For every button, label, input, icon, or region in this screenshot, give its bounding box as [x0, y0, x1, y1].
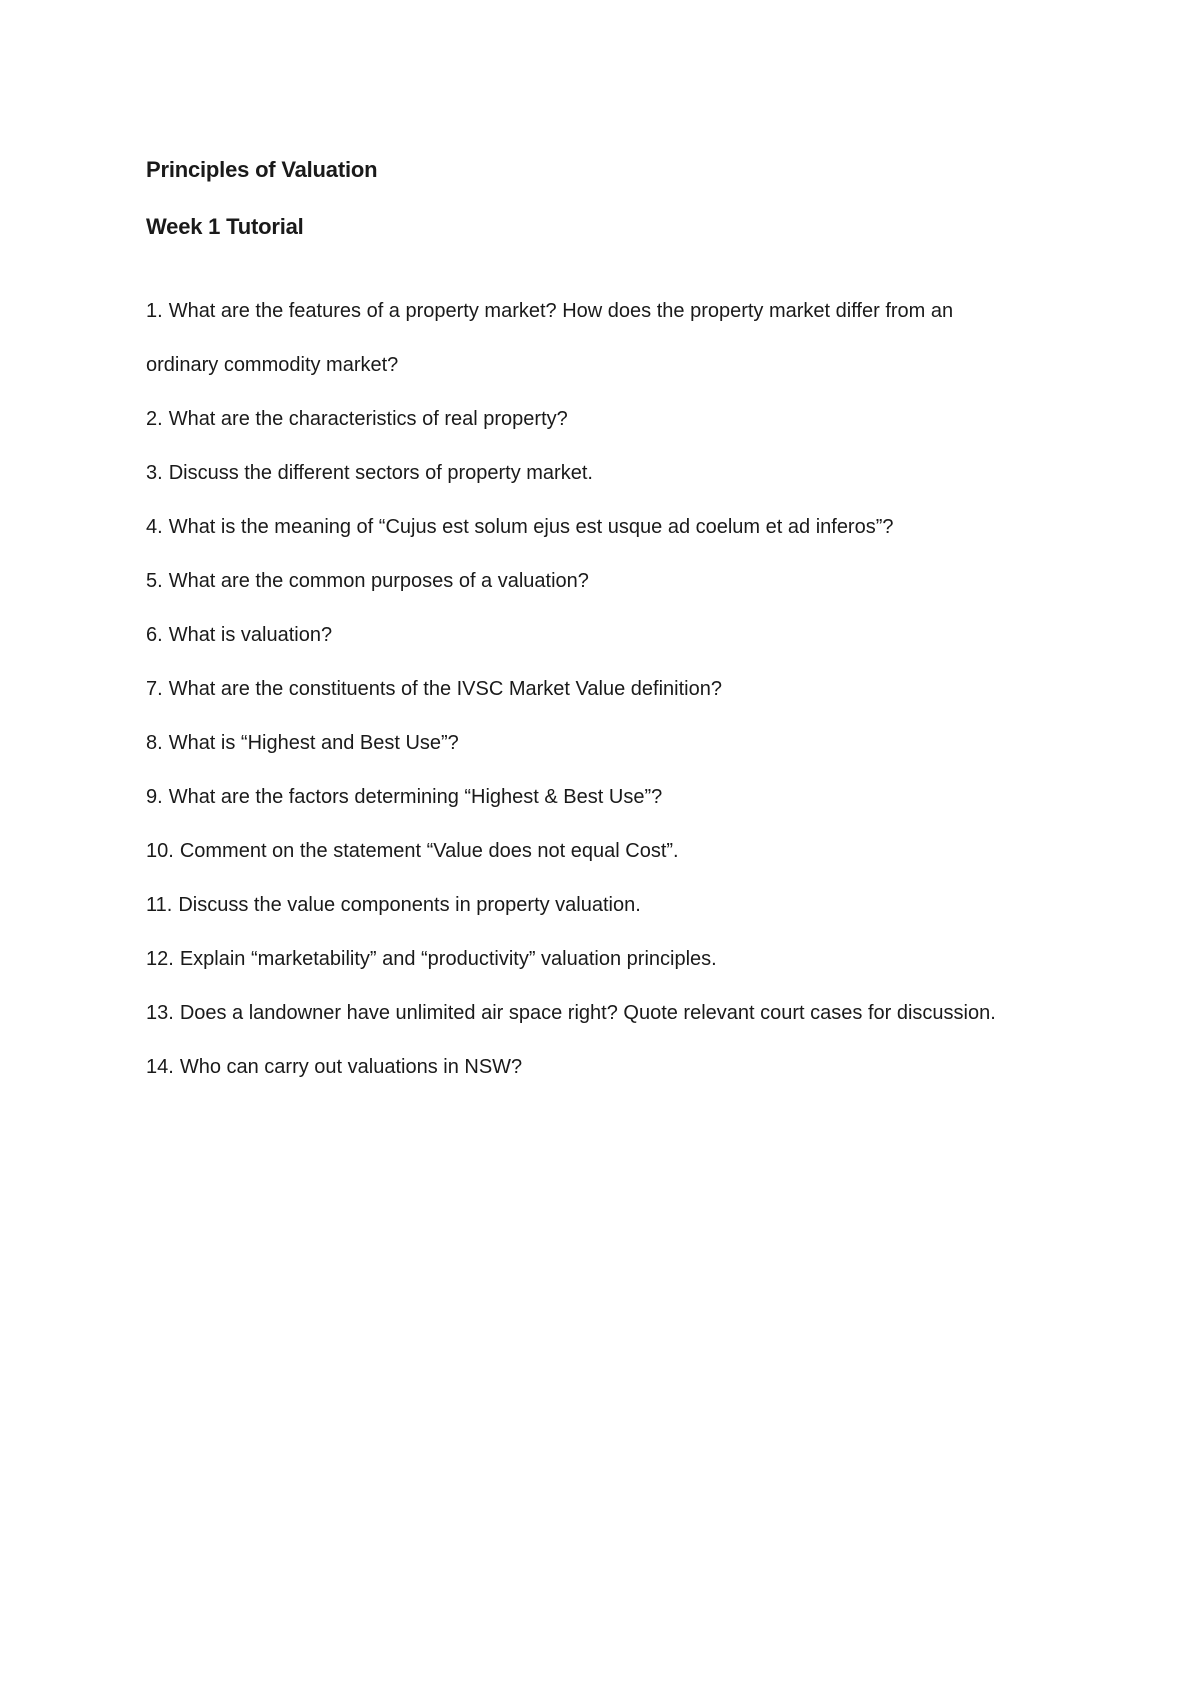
question-item: [146, 662, 996, 716]
question-item: [146, 554, 996, 608]
question-text: What is the meaning of “Cujus est solum ejus est usque ad coelum et ad inferos”?: [168, 516, 894, 538]
question-number: 7.: [146, 678, 163, 700]
question-item: [146, 716, 996, 770]
question-item: [146, 608, 996, 662]
question-item: [146, 500, 996, 554]
question-item: [146, 878, 996, 932]
question-text: What are the features of a property market? How does the property market differ from an ordinary commodity market?: [146, 300, 954, 376]
document-subtitle: Week 1 Tutorial: [146, 214, 304, 239]
document-title: Principles of Valuation: [146, 157, 378, 182]
question-text: What are the characteristics of real property?: [168, 408, 568, 430]
question-number: 2.: [146, 408, 163, 430]
question-text: What is valuation?: [168, 624, 333, 646]
question-number: 11.: [146, 894, 173, 916]
question-text: Comment on the statement “Value does not equal Cost”.: [179, 840, 679, 862]
question-item: [146, 392, 996, 446]
question-item: [146, 1040, 996, 1094]
question-item: [146, 284, 996, 392]
question-list: [146, 284, 996, 1094]
question-text: Who can carry out valuations in NSW?: [179, 1056, 523, 1078]
question-number: 3.: [146, 462, 163, 484]
question-text: What are the common purposes of a valuation?: [168, 570, 589, 592]
question-item: [146, 932, 996, 986]
question-item: [146, 986, 996, 1040]
question-text: Does a landowner have unlimited air space right? Quote relevant court cases for discussion.: [179, 1002, 996, 1024]
question-number: 5.: [146, 570, 163, 592]
question-number: 4.: [146, 516, 163, 538]
question-item: [146, 824, 996, 878]
question-text: Discuss the value components in property valuation.: [178, 894, 641, 916]
question-number: 6.: [146, 624, 163, 646]
question-number: 1.: [146, 300, 163, 322]
question-number: 10.: [146, 840, 174, 862]
question-number: 8.: [146, 732, 163, 754]
question-number: 14.: [146, 1056, 174, 1078]
question-text: What are the factors determining “Highest & Best Use”?: [168, 786, 663, 808]
question-item: [146, 446, 996, 500]
question-number: 9.: [146, 786, 163, 808]
question-item: [146, 770, 996, 824]
question-text: What are the constituents of the IVSC Market Value definition?: [168, 678, 722, 700]
question-number: 12.: [146, 948, 174, 970]
question-text: Discuss the different sectors of property market.: [168, 462, 593, 484]
question-number: 13.: [146, 1002, 174, 1024]
question-text: Explain “marketability” and “productivity” valuation principles.: [179, 948, 717, 970]
question-text: What is “Highest and Best Use”?: [168, 732, 459, 754]
